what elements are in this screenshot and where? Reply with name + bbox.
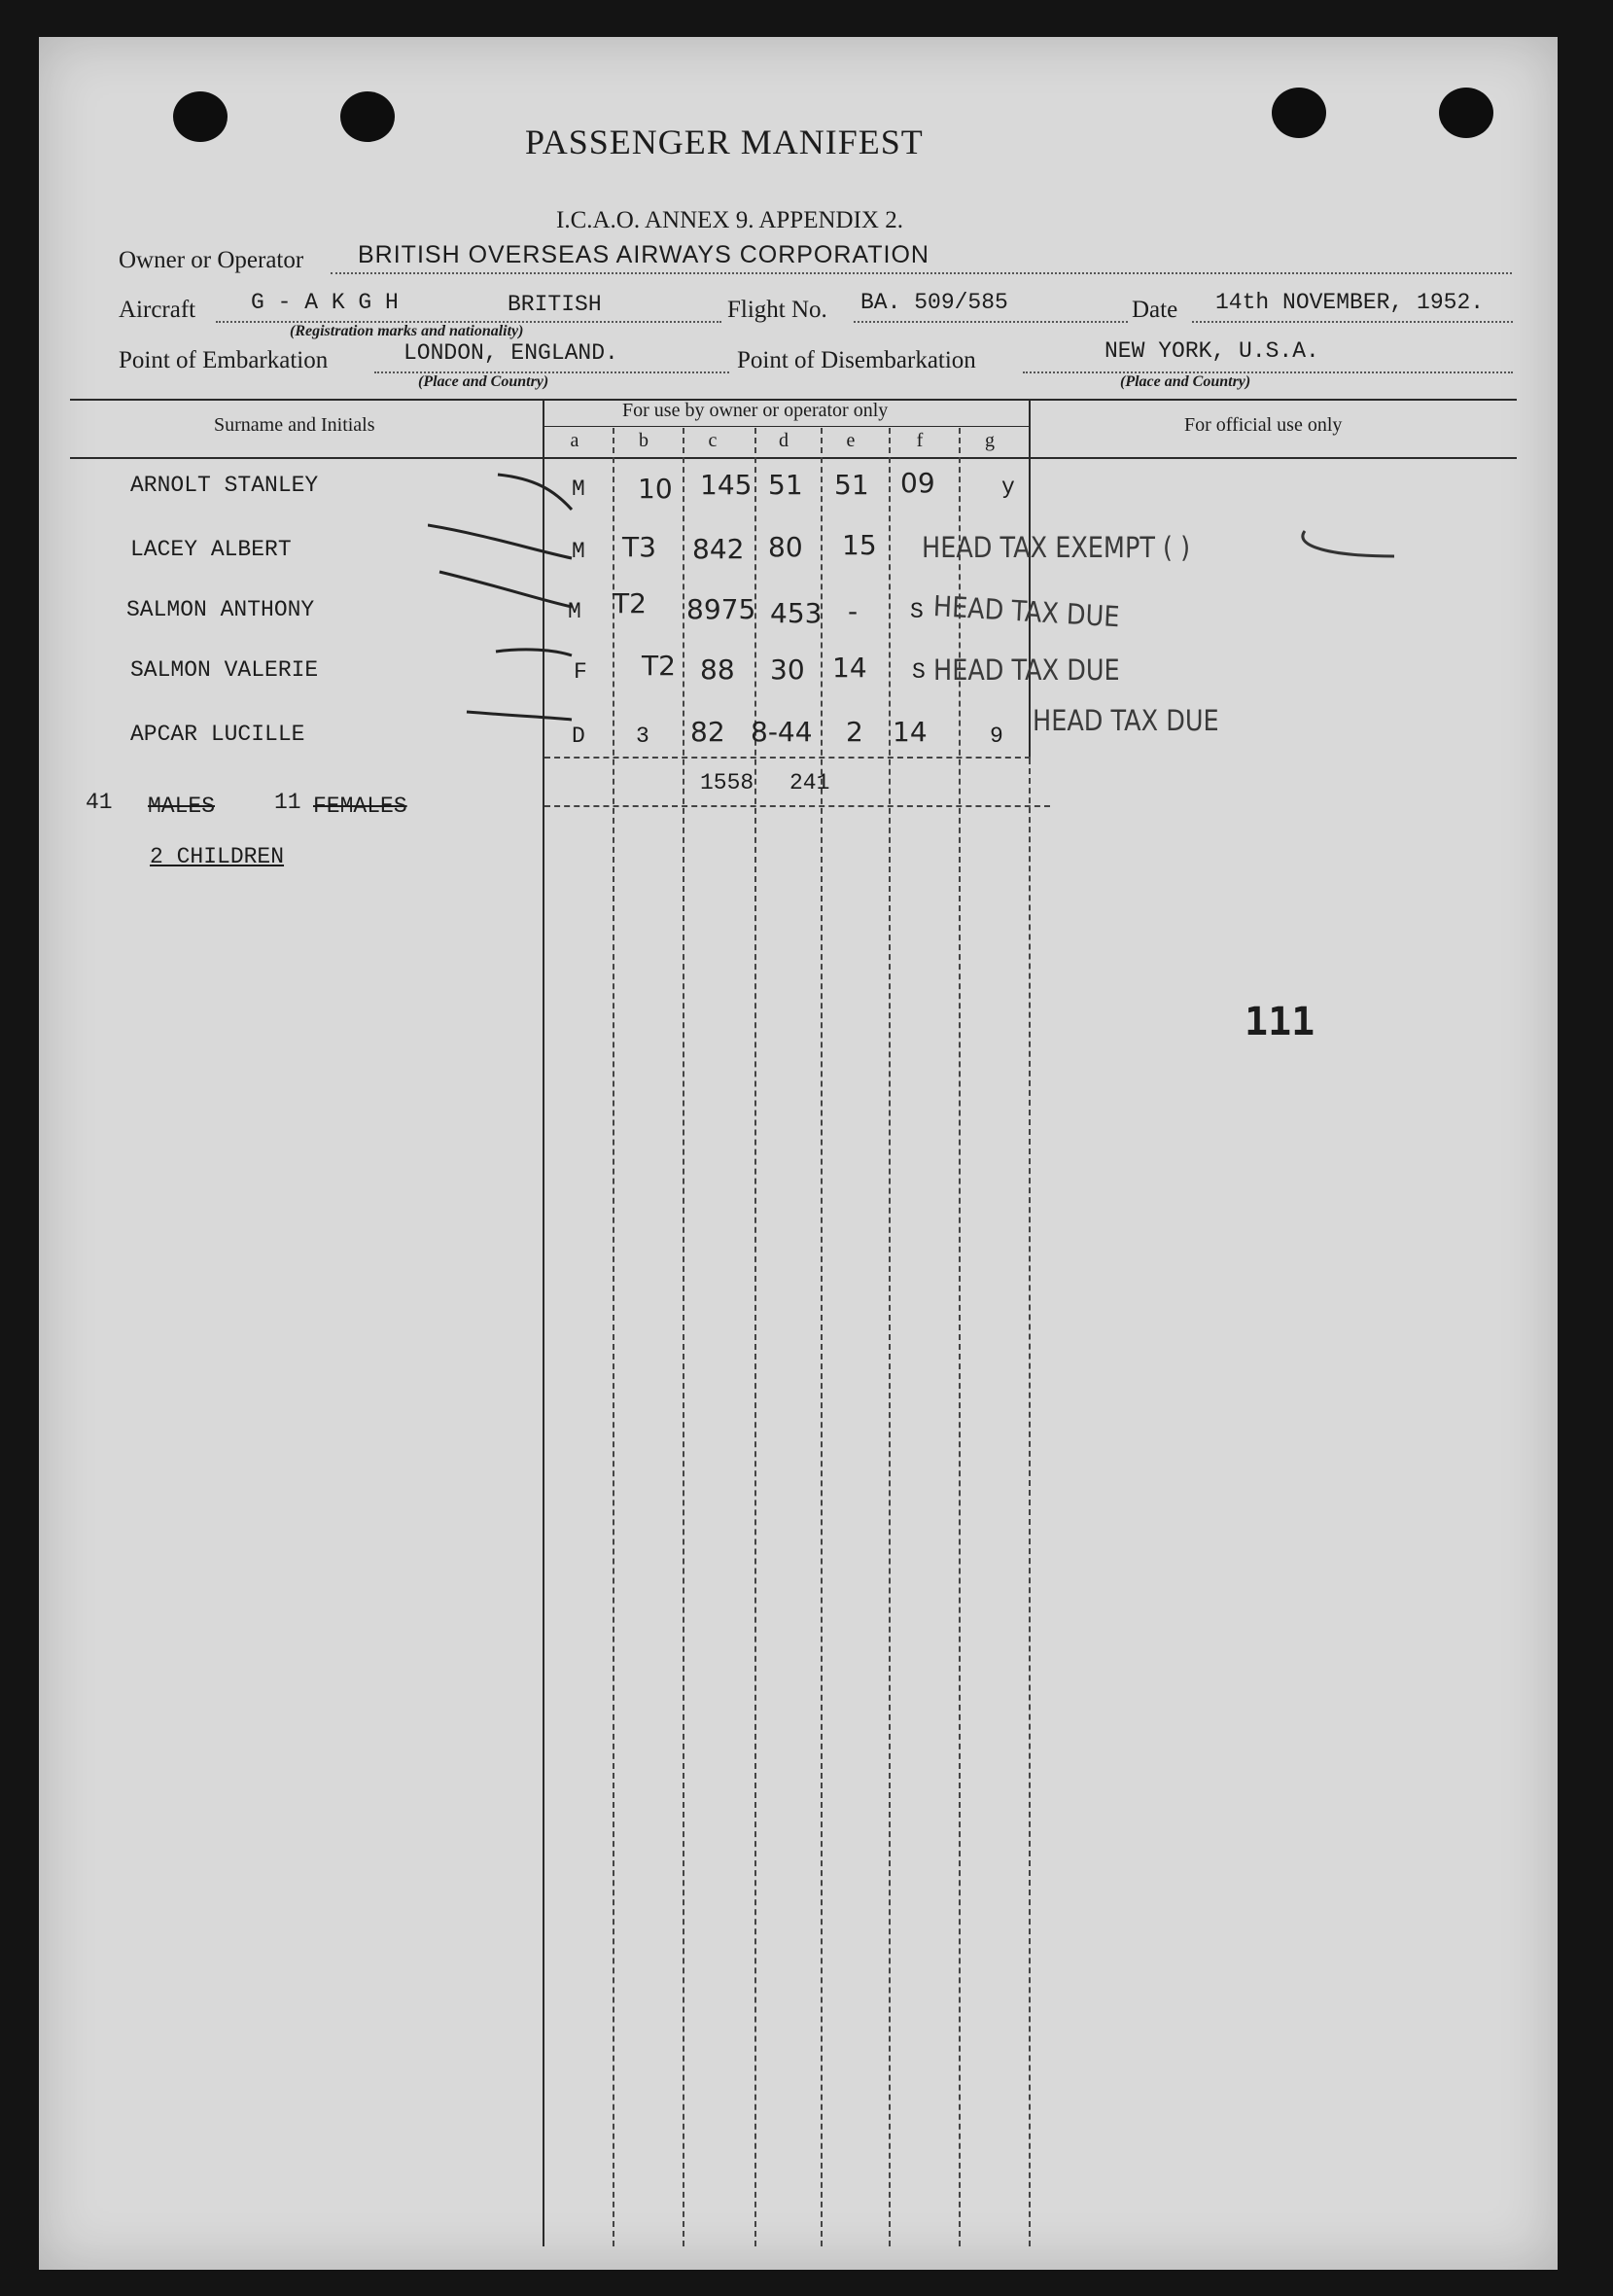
cell-d: 8-44 xyxy=(751,716,813,748)
cell-b: T3 xyxy=(622,531,656,563)
subcol-d: d xyxy=(779,430,789,451)
cell-d: 30 xyxy=(770,653,805,686)
children-summary: 2 CHILDREN xyxy=(150,844,285,869)
cell-c: 8975 xyxy=(686,593,756,625)
passenger-name: APCAR LUCILLE xyxy=(130,722,305,747)
cell-c: 88 xyxy=(700,653,735,686)
official-stamp: HEAD TAX DUE xyxy=(932,589,1121,634)
passenger-name: LACEY ALBERT xyxy=(130,537,292,562)
registration-note: (Registration marks and nationality) xyxy=(290,323,524,339)
flight-number: BA. 509/585 xyxy=(860,290,1008,315)
page-number: 111 xyxy=(1245,1000,1315,1044)
males-count: 41 xyxy=(86,790,113,815)
punch-hole xyxy=(1439,88,1493,138)
cell-e: - xyxy=(848,595,859,627)
flight-label: Flight No. xyxy=(727,297,827,323)
tick-marks xyxy=(428,457,583,749)
cell-d: 51 xyxy=(768,469,803,501)
total-d: 241 xyxy=(789,770,830,795)
owner-label: Owner or Operator xyxy=(119,247,304,273)
cell-e: 15 xyxy=(842,529,877,561)
cell-b: T2 xyxy=(642,650,676,682)
passenger-name: SALMON ANTHONY xyxy=(126,597,315,622)
aircraft-registration: G - A K G H xyxy=(251,290,399,315)
subcol-f: f xyxy=(916,430,924,451)
punch-hole xyxy=(173,91,228,142)
embarkation-value: LONDON, ENGLAND. xyxy=(403,340,618,366)
col-header-operator: For use by owner or operator only xyxy=(622,400,889,421)
cell-g: y xyxy=(1001,475,1015,500)
cell-e: 2 xyxy=(846,716,863,748)
col-divider xyxy=(1029,399,1031,759)
cell-c: 842 xyxy=(692,533,745,565)
cell-a: M xyxy=(572,477,585,502)
cell-c: 82 xyxy=(690,716,725,748)
punch-hole xyxy=(340,91,395,142)
cell-b: 10 xyxy=(638,473,673,505)
col-header-official: For official use only xyxy=(1184,414,1343,436)
subcol-c: c xyxy=(708,430,718,451)
cell-f: 09 xyxy=(900,467,935,499)
total-c: 1558 xyxy=(700,770,754,795)
date-value: 14th NOVEMBER, 1952. xyxy=(1215,290,1485,315)
official-stamp: HEAD TAX DUE xyxy=(933,653,1120,687)
aircraft-label: Aircraft xyxy=(119,297,196,323)
cell-g: 9 xyxy=(990,724,1003,749)
table-header-border xyxy=(70,457,1517,459)
cell-b: T2 xyxy=(613,587,647,619)
cell-a: F xyxy=(574,659,587,685)
subcol-e: e xyxy=(846,430,856,451)
cell-f: 14 xyxy=(893,716,928,748)
females-label: FEMALES xyxy=(313,794,407,819)
col-header-name: Surname and Initials xyxy=(214,414,375,436)
punch-hole xyxy=(1272,88,1326,138)
passenger-name: ARNOLT STANLEY xyxy=(130,473,319,498)
cell-d: 453 xyxy=(770,597,823,629)
females-count: 11 xyxy=(274,790,301,815)
document-subtitle: I.C.A.O. ANNEX 9. APPENDIX 2. xyxy=(556,207,903,233)
males-label: MALES xyxy=(148,794,216,819)
cell-f: S xyxy=(910,599,924,624)
disembarkation-value: NEW YORK, U.S.A. xyxy=(1105,338,1319,364)
date-label: Date xyxy=(1132,297,1178,323)
document-title: PASSENGER MANIFEST xyxy=(525,123,924,161)
official-stamp: HEAD TAX DUE xyxy=(1033,704,1219,737)
cell-c: 145 xyxy=(700,469,753,501)
owner-value: BRITISH OVERSEAS AIRWAYS CORPORATION xyxy=(358,241,929,268)
passenger-name: SALMON VALERIE xyxy=(130,657,319,683)
subcol-b: b xyxy=(639,430,649,451)
subheader-border xyxy=(544,426,1029,427)
cell-f: S xyxy=(912,659,926,685)
embarkation-label: Point of Embarkation xyxy=(119,347,329,373)
check-mark xyxy=(1293,521,1400,570)
cell-e: 14 xyxy=(832,652,867,684)
disembarkation-label: Point of Disembarkation xyxy=(737,347,976,373)
subcol-g: g xyxy=(985,430,995,451)
aircraft-nationality: BRITISH xyxy=(508,292,602,317)
cell-a: D xyxy=(572,724,585,749)
cell-e: 51 xyxy=(834,469,869,501)
cell-a: M xyxy=(568,599,581,624)
cell-d: 80 xyxy=(768,531,803,563)
subcol-a: a xyxy=(570,430,579,451)
cell-b: 3 xyxy=(636,724,649,749)
embarkation-note: (Place and Country) xyxy=(418,373,549,390)
disembarkation-note: (Place and Country) xyxy=(1120,373,1251,390)
cell-a: M xyxy=(572,539,585,564)
official-stamp: HEAD TAX EXEMPT ( ) xyxy=(922,531,1191,564)
